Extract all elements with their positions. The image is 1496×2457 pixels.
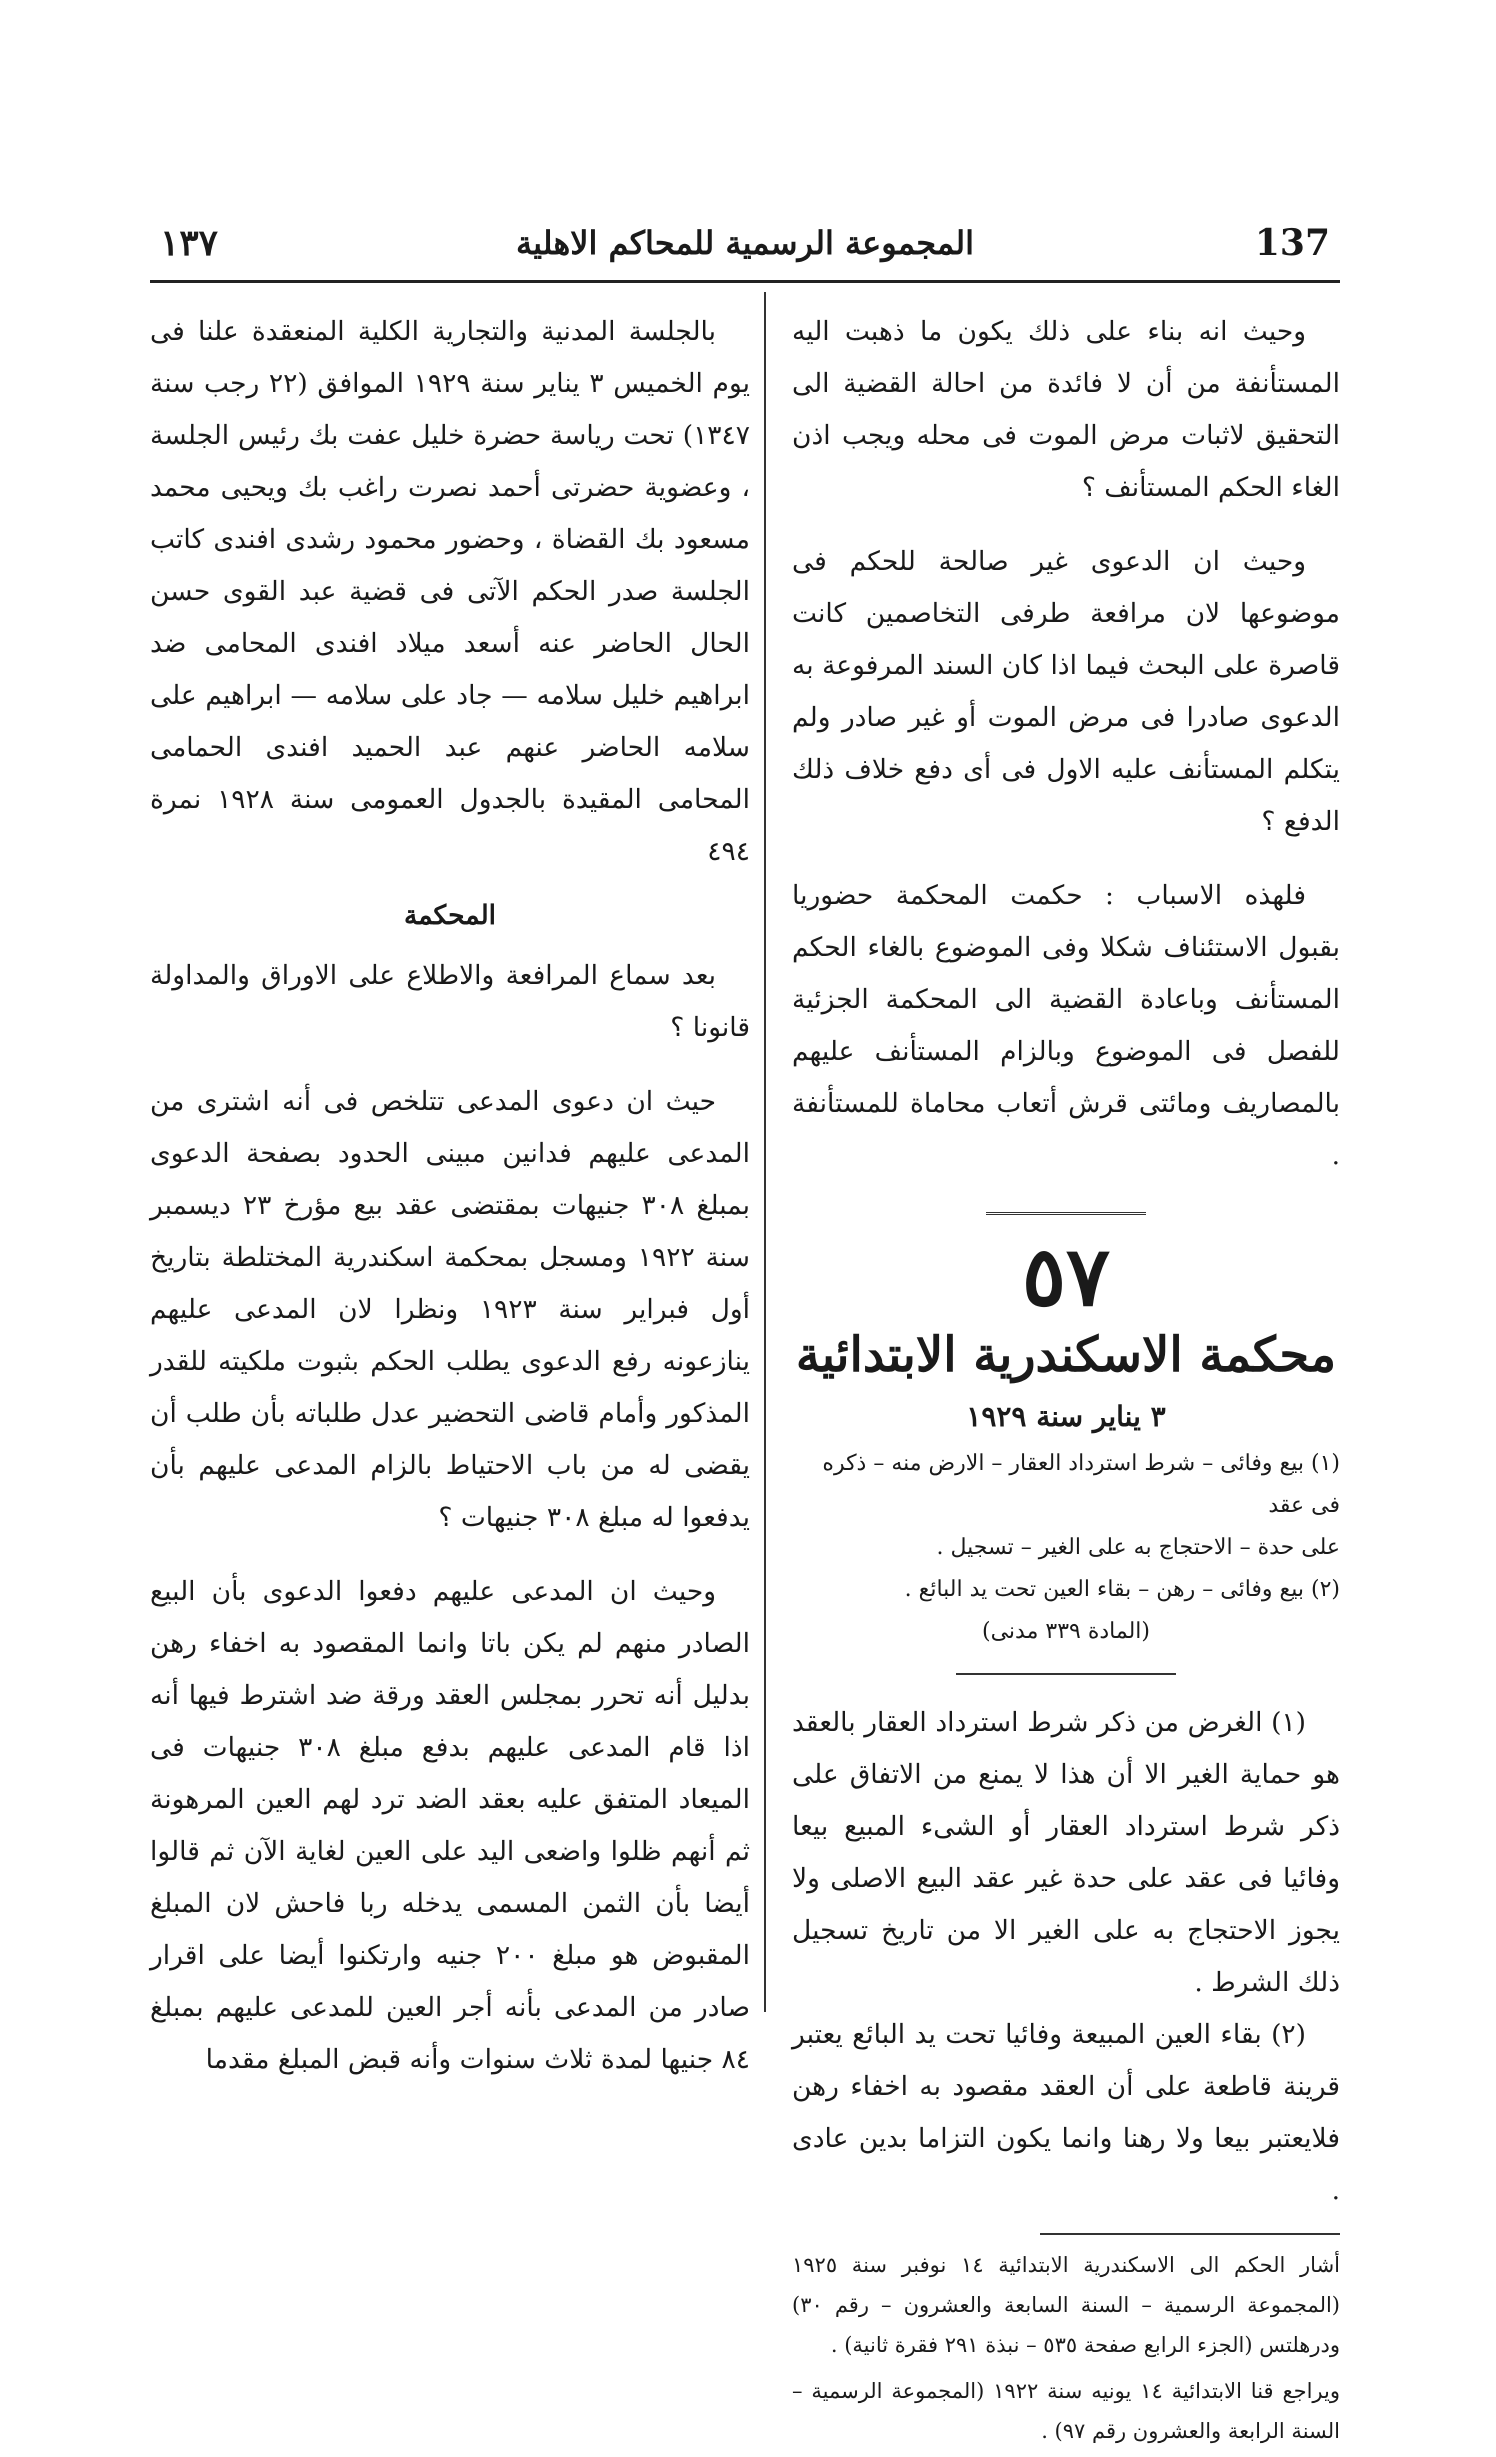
left-column [150, 306, 750, 2086]
case-number: ٥٧ [1021, 1229, 1111, 1325]
paragraph: وحيث انه بناء على ذلك يكون ما ذهبت اليه المستأنفة من أن لا فائدة من احالة القضية الى التحقيق لاثبات مرض الموت فى محله ويجب اذن الغاء الحكم المستأنف ؟ [792, 316, 1340, 503]
page-header [150, 222, 1340, 272]
summary-line: على حدة – الاحتجاج به على الغير – تسجيل . [936, 1535, 1340, 1560]
paragraph: وحيث ان الدعوى غير صالحة للحكم فى موضوعها لان مرافعة طرفى التخاصمين كانت قاصرة على البحث فيما اذا كان السند المرفوعة به الدعوى صادرا فى مرض الموت أو غير صادر ولم يتكلم المستأنف عليه الاول فى أى دفع خلاف ذلك الدفع ؟ [792, 546, 1340, 837]
summary-line: (المادة ٣٣٩ مدنى) [982, 1619, 1150, 1644]
case-date: ٣ يناير سنة ١٩٢٩ [966, 1400, 1166, 1433]
court-name: محكمة الاسكندرية الابتدائية [795, 1327, 1337, 1383]
case-summary [792, 1443, 1340, 1653]
footnote: ويراجع قنا الابتدائية ١٤ يونيه سنة ١٩٢٢ (المجموعة الرسمية – السنة الرابعة والعشرون رقم ٩٧) . [792, 2379, 1341, 2443]
principle-paragraph: (١) الغرض من ذكر شرط استرداد العقار بالعقد هو حماية الغير الا أن هذا لا يمنع من الاتفاق على ذكر شرط استرداد العقار أو الشىء المبيع بيعا وفائيا فى عقد على حدة غير عقد البيع الاصلى ولا يجوز الاحتجاج به على الغير الا من تاريخ تسجيل ذلك الشرط . [792, 1707, 1340, 1998]
column-divider [764, 292, 766, 2012]
footnote: أشار الحكم الى الاسكندرية الابتدائية ١٤ نوفبر سنة ١٩٢٥ (المجموعة الرسمية – السنة السابعة والعشرون – رقم ٣٠) ودرهلتس (الجزء الرابع صفحة ٥٣٥ – نبذة ٢٩١ فقرة ثانية) . [792, 2253, 1341, 2357]
section-separator [986, 1212, 1146, 1215]
section-heading: المحكمة [403, 900, 497, 931]
footnote-rule [1040, 2233, 1340, 2235]
summary-line: (٢) بيع وفائى – رهن – بقاء العين تحت يد البائع . [904, 1577, 1340, 1602]
header-rule [150, 280, 1340, 283]
paragraph: حيث ان دعوى المدعى تتلخص فى أنه اشترى من المدعى عليهم فدانين مبينى الحدود بصفحة الدعوى بمبلغ ٣٠٨ جنيهات بمقتضى عقد بيع مؤرخ ٢٣ ديسمبر سنة ١٩٢٢ ومسجل بمحكمة اسكندرية المختلطة بتاريخ أول فبراير سنة ١٩٢٣ ونظرا لان المدعى عليهم ينازعونه رفع الدعوى يطلب الحكم بثبوت ملكيته للقدر المذكور وأمام قاضى التحضير عدل طلباته بأن طلب أن يقضى له من باب الاحتياط بالزام المدعى عليهم بأن يدفعوا له مبلغ ٣٠٨ جنيهات ؟ [150, 1086, 750, 1533]
verdict-paragraph: فلهذه الاسباب : حكمت المحكمة حضوريا بقبول الاستئناف شكلا وفى الموضوع بالغاء الحكم المستأنف وباعادة القضية الى المحكمة الجزئية للفصل فى الموضوع وبالزام المستأنف عليهم بالمصاريف ومائتى قرش أتعاب محاماة للمستأنفة . [792, 880, 1340, 1171]
page-number-arabic: ١٣٧ [160, 222, 219, 264]
session-intro: بالجلسة المدنية والتجارية الكلية المنعقدة علنا فى يوم الخميس ٣ يناير سنة ١٩٢٩ الموافق (٢٢ رجب سنة ١٣٤٧) تحت رياسة حضرة خليل عفت بك رئيس الجلسة ، وعضوية حضرتى أحمد نصرت راغب بك ويحيى محمد مسعود بك القضاة ، وحضور محمود رشدى افندى كاتب الجلسة صدر الحكم الآتى فى قضية عبد القوى حسن الحال الحاضر عنه أسعد ميلاد افندى المحامى ضد ابراهيم خليل سلامه — جاد على سلامه — ابراهيم على سلامه الحاضر عنهم عبد الحميد افندى الحمامى المحامى المقيدة بالجدول العمومى سنة ١٩٢٨ نمرة ٤٩٤ [150, 316, 751, 867]
summary-separator [956, 1673, 1176, 1675]
running-title: المجموعة الرسمية للمحاكم الاهلية [515, 224, 975, 262]
page-number-latin: 137 [1254, 222, 1330, 264]
right-column [792, 306, 1340, 2457]
summary-line: (١) بيع وفائى – شرط استرداد العقار – الارض منه – ذكره فى عقد [822, 1451, 1340, 1518]
paragraph: وحيث ان المدعى عليهم دفعوا الدعوى بأن البيع الصادر منهم لم يكن باتا وانما المقصود به اخفاء رهن بدليل أنه تحرر بمجلس العقد ورقة ضد اشترط فيها أنه اذا قام المدعى عليهم بدفع مبلغ ٣٠٨ جنيهات فى الميعاد المتفق عليه بعقد الضد ترد لهم العين المرهونة ثم أنهم ظلوا واضعى اليد على العين لغاية الآن ثم قالوا أيضا بأن الثمن المسمى يدخله ربا فاحش لان المبلغ المقبوض هو مبلغ ٢٠٠ جنيه وارتكنوا أيضا على اقرار صادر من المدعى بأنه أجر العين للمدعى عليهم بمبلغ ٨٤ جنيها لمدة ثلاث سنوات وأنه قبض المبلغ مقدما [150, 1576, 751, 2075]
principle-paragraph: (٢) بقاء العين المبيعة وفائيا تحت يد البائع يعتبر قرينة قاطعة على أن العقد مقصود به اخفاء رهن فلايعتبر بيعا ولا رهنا وانما يكون التزاما بدين عادى . [792, 2019, 1340, 2206]
paragraph: بعد سماع المرافعة والاطلاع على الاوراق والمداولة قانونا ؟ [150, 960, 750, 1043]
